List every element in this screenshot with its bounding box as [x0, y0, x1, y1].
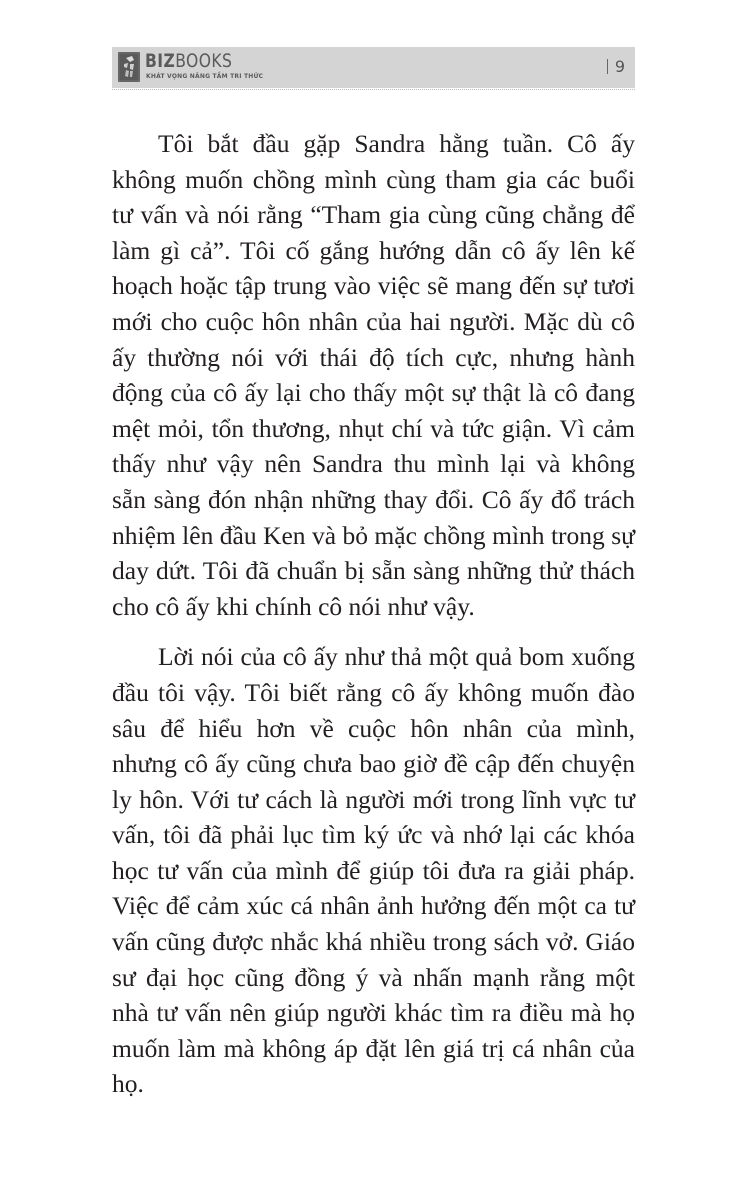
- paragraph-1: Tôi bắt đầu gặp Sandra hằng tuần. Cô ấy không muốn chồng mình cùng tham gia các buổi tư vấn và nói rằng “Tham gia cùng cũng chẳng để làm gì cả”. Tôi cố gắng hướng dẫn cô ấy lên kế hoạch hoặc tập trung vào việc sẽ mang đến sự tươi mới cho cuộc hôn nhân của hai người. Mặc dù cô ấy thường nói với thái độ tích cực, nhưng hành động của cô ấy lại cho thấy một sự thật là cô đang mệt mỏi, tổn thương, nhụt chí và tức giận. Vì cảm thấy như vậy nên Sandra thu mình lại và không sẵn sàng đón nhận những thay đổi. Cô ấy đổ trách nhiệm lên đầu Ken và bỏ mặc chồng mình trong sự day dứt. Tôi đã chuẩn bị sẵn sàng những thử thách cho cô ấy khi chính cô nói như vậy.: [112, 129, 635, 621]
- bizbooks-logo-icon: [118, 52, 140, 82]
- header-dotted-rule: [112, 89, 635, 90]
- brand-logo-wordmark: [145, 51, 232, 71]
- page-number-separator: [607, 59, 608, 74]
- running-header: [112, 47, 635, 88]
- brand-bold: BIZ: [145, 50, 176, 72]
- body-text: [112, 126, 635, 1102]
- paragraph-2: Lời nói của cô ấy như thả một quả bom xuống đầu tôi vậy. Tôi biết rằng cô ấy không muốn đào sâu để hiểu hơn về cuộc hôn nhân của mình, nhưng cô ấy cũng chưa bao giờ đề cập đến chuyện ly hôn. Với tư cách là người mới trong lĩnh vực tư vấn, tôi đã phải lục tìm ký ức và nhớ lại các khóa học tư vấn của mình để giúp tôi đưa ra giải pháp. Việc để cảm xúc cá nhân ảnh hưởng đến một ca tư vấn cũng được nhắc khá nhiều trong sách vở. Giáo sư đại học cũng đồng ý và nhấn mạnh rằng một nhà tư vấn nên giúp người khác tìm ra điều mà họ muốn làm mà không áp đặt lên giá trị cá nhân của họ.: [112, 642, 635, 1099]
- brand-tagline: KHÁT VỌNG NÂNG TẦM TRI THỨC: [146, 73, 264, 80]
- page-number: 9: [614, 57, 625, 76]
- brand-light: BOOKS: [175, 50, 233, 72]
- page-number-block: [607, 58, 625, 76]
